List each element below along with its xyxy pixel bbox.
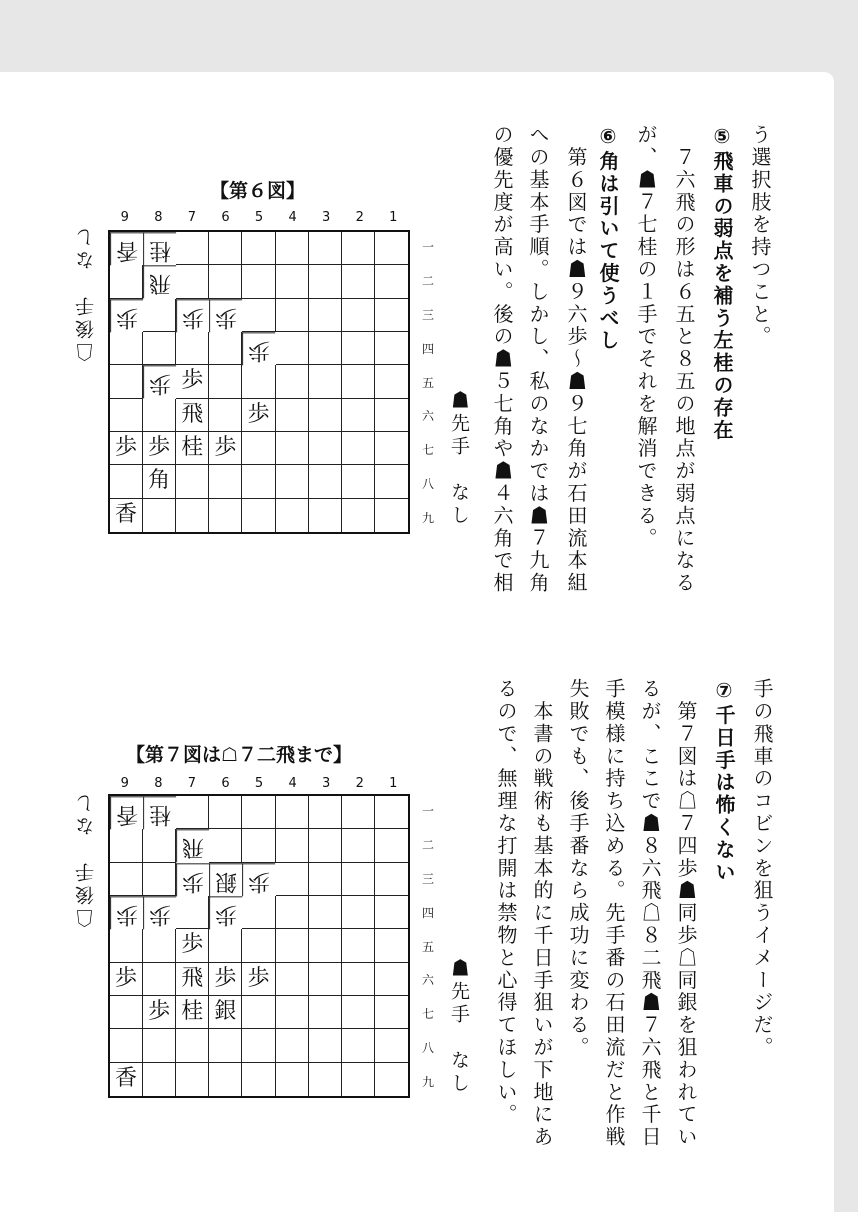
diagram-6-caption: 【第６図】 [210,180,306,202]
board-square [276,332,309,365]
board-square [110,365,143,398]
gote-piece: 飛 [176,829,209,862]
rank-label: 一 [422,804,435,819]
board-square [276,399,309,432]
sente-piece: 歩 [209,432,242,465]
sente-piece: 歩 [209,963,242,996]
gote-piece: 歩 [242,863,275,896]
board-square [309,499,342,532]
board-square [342,432,375,465]
board-square [375,465,408,498]
board-square [342,996,375,1029]
board-square [242,896,275,929]
board-square [309,1063,342,1096]
board-square [375,432,408,465]
file-labels [108,776,410,791]
board-square [309,465,342,498]
rank-label: 九 [422,1074,435,1089]
board-square [143,299,176,332]
sente-piece: 香 [110,1063,143,1096]
board-square [375,365,408,398]
board-square [176,499,209,532]
board-square [176,796,209,829]
board-square [143,1029,176,1062]
board-square [309,265,342,298]
board-square [309,963,342,996]
sente-piece: 桂 [176,432,209,465]
rank-label: 八 [422,1040,435,1055]
board-square [309,299,342,332]
board-square [110,829,143,862]
file-label: 7 [187,210,197,225]
board-square [176,465,209,498]
file-label: 1 [389,210,398,225]
sente-piece: 歩 [242,399,275,432]
board-square [342,963,375,996]
gote-piece: 歩 [242,332,275,365]
board-square [176,265,209,298]
board-square [309,796,342,829]
board-square [309,232,342,265]
gote-piece: 歩 [110,896,143,929]
board-square [309,929,342,962]
board-square [143,332,176,365]
board-square [375,299,408,332]
text-column: 本書の戦術も基本的に千日手狙いが下地にあ [530,678,554,1149]
board-square [209,1029,242,1062]
section-heading: ⑦千日手は怖くない [712,678,736,884]
rank-label: 七 [422,443,435,458]
board-square [342,232,375,265]
gote-piece: 銀 [209,863,242,896]
board-square [276,896,309,929]
board-square [375,796,408,829]
board-square [276,796,309,829]
board-square [375,265,408,298]
sente-piece: 香 [110,499,143,532]
file-labels [108,210,410,225]
board-square [276,365,309,398]
shogi-board-6 [108,230,410,534]
board-square [176,332,209,365]
board-square [375,896,408,929]
board-square [342,1063,375,1096]
file-label: 6 [221,210,230,225]
sente-hand-label: ☗先手 なし [448,390,470,528]
text-column: 手模様に持ち込める。先手番の石田流だと作戦 [602,678,626,1149]
board-square [242,365,275,398]
board-square [276,465,309,498]
sente-piece: 銀 [209,996,242,1029]
board-square [110,399,143,432]
rank-label: 五 [422,375,435,390]
rank-label: 三 [422,871,435,886]
board-square [176,232,209,265]
board-square [209,265,242,298]
board-square [209,829,242,862]
file-label: 1 [389,776,398,791]
board-square [276,232,309,265]
file-label: 2 [355,210,364,225]
board-square [209,1063,242,1096]
board-square [342,863,375,896]
rank-label: 三 [422,307,435,322]
file-label: 8 [154,776,163,791]
board-square [143,829,176,862]
section-heading: ⑤飛車の弱点を補う左桂の存在 [710,124,734,442]
board-square [342,929,375,962]
board-square [110,929,143,962]
board-square [143,963,176,996]
board-square [342,829,375,862]
rank-label: 二 [422,838,435,853]
board-square [143,499,176,532]
board-square [342,896,375,929]
sente-piece: 歩 [176,929,209,962]
board-square [342,499,375,532]
board-square [276,265,309,298]
gote-piece: 歩 [209,896,242,929]
board-square [242,299,275,332]
rank-label: 四 [422,341,435,356]
file-label: 8 [154,210,163,225]
diagram-7-caption: 【第７図は☖７二飛まで】 [126,744,353,766]
board-square [276,963,309,996]
board-square [242,929,275,962]
board-square [276,1029,309,1062]
gote-piece: 歩 [143,896,176,929]
board-square [209,332,242,365]
board-square [176,1029,209,1062]
board-square [143,929,176,962]
rank-label: 九 [422,510,435,525]
board-square [242,232,275,265]
board-square [276,432,309,465]
gote-piece: 桂 [143,232,176,265]
board-square [110,863,143,896]
gote-hand-label: ☖後手 なし [75,224,97,362]
board-square [143,1063,176,1096]
text-column: 第７図は☖７四歩☗同歩☖同銀を狙われてい [674,678,698,1149]
board-square [209,365,242,398]
board-square [375,963,408,996]
board-square [309,332,342,365]
sente-piece: 飛 [176,399,209,432]
board-square [276,1063,309,1096]
rank-label: 二 [422,274,435,289]
board-square [242,796,275,829]
board-square [110,1029,143,1062]
board-square [342,796,375,829]
board-square [309,1029,342,1062]
board-square [110,996,143,1029]
board-square [242,499,275,532]
gote-piece: 歩 [143,365,176,398]
board-square [276,299,309,332]
board-square [176,896,209,929]
board-square [276,829,309,862]
board-square [209,465,242,498]
text-column: の優先度が高い。後の☗５七角や☗４六角で相 [490,124,514,595]
gote-piece: 歩 [110,299,143,332]
board-square [375,863,408,896]
board-square [309,365,342,398]
text-column: への基本手順。しかし、私のなかでは☗７九角 [526,124,550,595]
file-label: 9 [120,776,129,791]
board-square [375,332,408,365]
board-square [309,829,342,862]
board-square [209,232,242,265]
text-column: う選択肢を持つこと。 [748,124,772,348]
section-heading: ⑥角は引いて使うべし [596,124,620,352]
file-label: 3 [322,776,331,791]
gote-piece: 歩 [176,863,209,896]
board-square [242,465,275,498]
sente-piece: 歩 [110,432,143,465]
board-square [176,1063,209,1096]
sente-piece: 桂 [176,996,209,1029]
board-square [209,399,242,432]
rank-label: 五 [422,939,435,954]
gote-piece: 歩 [209,299,242,332]
board-square [242,432,275,465]
text-column: が、☗７七桂の１手でそれを解消できる。 [634,124,658,550]
board-square [276,929,309,962]
file-label: 2 [355,776,364,791]
file-label: 3 [322,210,331,225]
board-square [242,1029,275,1062]
book-page [0,72,834,1212]
board-square [309,432,342,465]
board-square [143,399,176,432]
board-square [209,796,242,829]
sente-piece: 角 [143,465,176,498]
file-label: 7 [187,776,197,791]
gote-piece: 桂 [143,796,176,829]
text-column: るが、ここで☗８六飛☖８二飛☗７六飛と千日 [638,678,662,1149]
board-square [309,863,342,896]
sente-piece: 歩 [143,996,176,1029]
board-square [375,1029,408,1062]
gote-hand-label: ☖後手 なし [75,790,97,928]
board-square [375,499,408,532]
board-square [375,1063,408,1096]
board-square [242,1063,275,1096]
board-square [309,399,342,432]
board-square [309,996,342,1029]
text-column: ７六飛の形は６五と８五の地点が弱点になる [672,124,696,595]
gote-piece: 飛 [143,265,176,298]
sente-piece: 歩 [242,963,275,996]
board-square [342,399,375,432]
board-square [242,265,275,298]
file-label: 5 [254,210,264,225]
text-column: 第６図では☗９六歩〜☗９七角が石田流本組 [564,124,588,595]
board-square [375,399,408,432]
board-square [276,499,309,532]
rank-label: 七 [422,1007,435,1022]
board-square [342,265,375,298]
file-label: 6 [221,776,230,791]
board-square [110,332,143,365]
board-square [242,996,275,1029]
rank-label: 一 [422,240,435,255]
board-square [209,929,242,962]
sente-piece: 歩 [110,963,143,996]
gote-piece: 歩 [176,299,209,332]
sente-hand-label: ☗先手 なし [448,958,470,1096]
rank-label: 六 [422,409,435,424]
board-square [342,332,375,365]
board-square [342,1029,375,1062]
board-square [276,863,309,896]
sente-piece: 飛 [176,963,209,996]
board-square [276,996,309,1029]
rank-labels [422,230,434,534]
rank-label: 八 [422,476,435,491]
sente-piece: 歩 [176,365,209,398]
gote-piece: 香 [110,232,143,265]
board-square [375,232,408,265]
file-label: 5 [254,776,264,791]
board-square [342,365,375,398]
rank-label: 四 [422,905,435,920]
board-square [110,265,143,298]
file-label: 4 [288,776,297,791]
text-column: 失敗でも、後手番なら成功に変わる。 [566,678,590,1059]
board-square [242,829,275,862]
board-square [375,829,408,862]
shogi-board-7 [108,794,410,1098]
board-square [143,863,176,896]
rank-labels [422,794,434,1098]
board-square [209,499,242,532]
board-square [309,896,342,929]
board-square [375,996,408,1029]
file-label: 9 [120,210,129,225]
text-column: 手の飛車のコビンを狙うイメージだ。 [750,678,774,1059]
sente-piece: 歩 [143,432,176,465]
text-column: るので、無理な打開は禁物と心得てほしい。 [494,678,518,1126]
board-square [375,929,408,962]
file-label: 4 [288,210,297,225]
board-square [342,465,375,498]
board-square [342,299,375,332]
gote-piece: 香 [110,796,143,829]
board-square [110,465,143,498]
rank-label: 六 [422,973,435,988]
